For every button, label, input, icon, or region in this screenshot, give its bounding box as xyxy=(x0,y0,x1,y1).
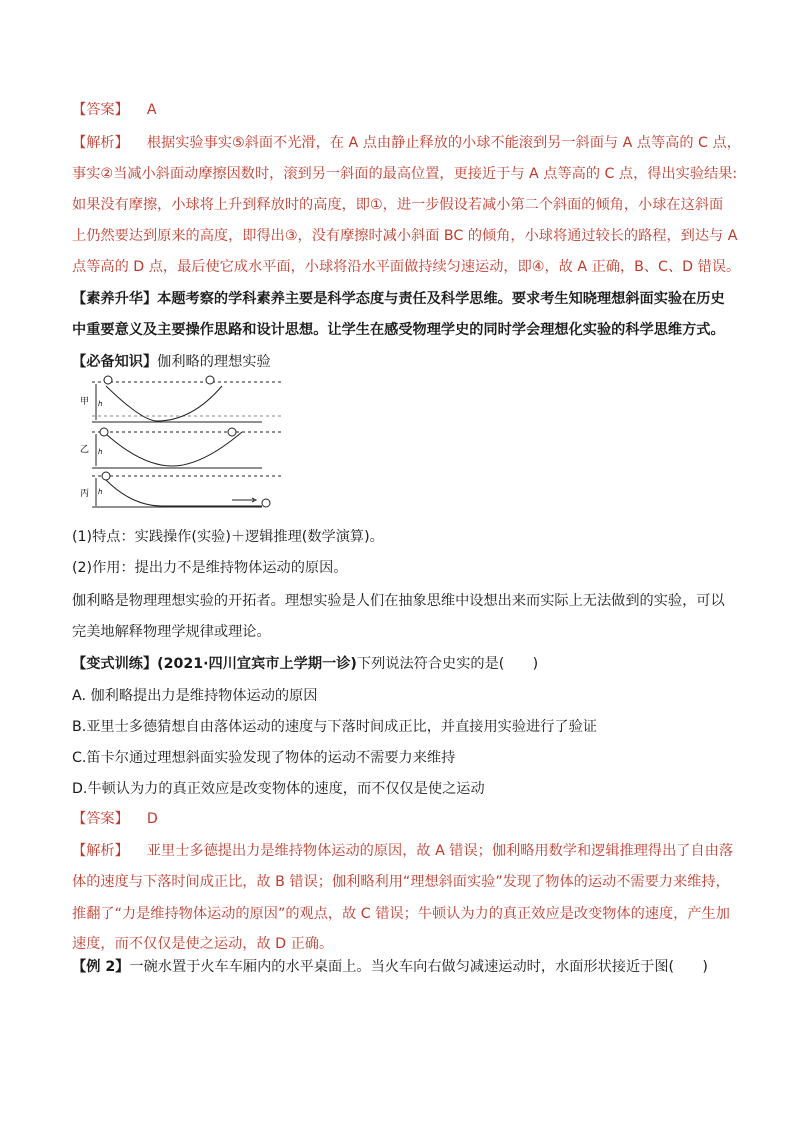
analysis-line xyxy=(72,841,733,861)
function-point: (2)作用：提出力不是维持物体运动的原因。 xyxy=(72,560,348,576)
literacy-line xyxy=(72,289,725,309)
answer-line-2 xyxy=(72,809,158,829)
analysis-line: 速度，而不仅仅是使之运动，故 D 正确。 xyxy=(72,936,334,952)
galileo-line: 伽利略是物理理想实验的开拓者。理想实验是人们在抽象思维中设想出来而实际上无法做到的实验，可以 xyxy=(72,593,725,609)
diagram-label-bing: 丙 xyxy=(80,489,90,499)
analysis-line: 推翻了“力是维持物体运动的原因”的观点，故 C 错误；牛顿认为力的真正效应是改变物体的速度，产生加 xyxy=(72,906,730,922)
literacy-text: 本题考察的学科素养主要是科学态度与责任及科学思维。要求考生知晓理想斜面实验在历史 xyxy=(157,291,725,307)
analysis-line: 事实②当减小斜面动摩擦因数时，滚到另一斜面的最高位置，更接近于与 A 点等高的 C 点，得出实验结果: xyxy=(72,166,738,182)
diagram-label-yi: 乙 xyxy=(80,445,90,455)
answer-value: A xyxy=(146,102,157,118)
knowledge-heading xyxy=(72,352,271,372)
variant-tag: 【变式训练】 xyxy=(72,656,158,672)
variant-source: (2021·四川宜宾市上学期一诊) xyxy=(157,656,357,672)
diagram-h-label: h xyxy=(98,488,103,496)
analysis-line: 上仍然要达到原来的高度，即得出③，没有摩擦时减小斜面 BC 的倾角，小球将通过较长的路程，到达与 A xyxy=(72,228,738,244)
option-a: A. 伽利略提出力是维持物体运动的原因 xyxy=(72,688,318,704)
analysis-line xyxy=(72,133,741,153)
analysis-text: 亚里士多德提出力是维持物体运动的原因，故 A 错误；伽利略用数学和逻辑推理得出了自由落 xyxy=(146,843,734,859)
option-c: C.笛卡尔通过理想斜面实验发现了物体的运动不需要力来维持 xyxy=(72,750,456,766)
diagram-label-jia: 甲 xyxy=(80,397,90,407)
answer-tag: 【答案】 xyxy=(72,102,129,118)
variant-question-text: 下列说法符合史实的是( ) xyxy=(356,656,539,672)
example-text: 一碗水置于火车车厢内的水平桌面上。当火车向右做匀减速运动时，水面形状接近于图( ) xyxy=(129,959,708,975)
analysis-line: 如果没有摩擦，小球将上升到释放时的高度，即①，进一步假设若减小第二个斜面的倾角，小球在这斜面 xyxy=(72,197,724,213)
galileo-line: 完美地解释物理学规律或理论。 xyxy=(72,624,271,640)
answer-tag: 【答案】 xyxy=(72,811,129,827)
feature-point: (1)特点：实践操作(实验)＋逻辑推理(数学演算)。 xyxy=(72,529,384,545)
option-b: B.亚里士多德猜想自由落体运动的速度与下落时间成正比，并直接用实验进行了验证 xyxy=(72,719,597,735)
answer-value: D xyxy=(146,811,158,827)
analysis-tag: 【解析】 xyxy=(72,135,129,151)
literacy-tag: 【素养升华】 xyxy=(72,291,158,307)
galileo-ideal-experiment-diagram xyxy=(82,376,282,516)
answer-line-1 xyxy=(72,100,157,120)
literacy-line: 中重要意义及主要操作思路和设计思想。让学生在感受物理学史的同时学会理想化实验的科学思维方式。 xyxy=(72,322,725,338)
variant-question xyxy=(72,654,538,674)
diagram-h-label: h xyxy=(98,448,103,456)
analysis-tag: 【解析】 xyxy=(72,843,129,859)
diagram-h-label: h xyxy=(98,400,103,408)
analysis-line: 体的速度与下落时间成正比，故 B 错误；伽利略利用“理想斜面实验”发现了物体的运动不需要力来维持， xyxy=(72,874,730,890)
option-d: D.牛顿认为力的真正效应是改变物体的速度，而不仅仅是使之运动 xyxy=(72,781,485,797)
knowledge-tag: 【必备知识】 xyxy=(72,354,158,370)
analysis-text: 根据实验事实⑤斜面不光滑，在 A 点由静止释放的小球不能滚到另一斜面与 A 点等高的 C 点， xyxy=(146,135,741,151)
example-tag: 【例 2】 xyxy=(72,959,130,975)
knowledge-title: 伽利略的理想实验 xyxy=(157,354,271,370)
example-2 xyxy=(72,957,708,977)
analysis-line: 点等高的 D 点，最后使它成水平面，小球将沿水平面做持续匀速运动，即④，故 A 正确，B、C、D 错误。 xyxy=(72,259,741,275)
